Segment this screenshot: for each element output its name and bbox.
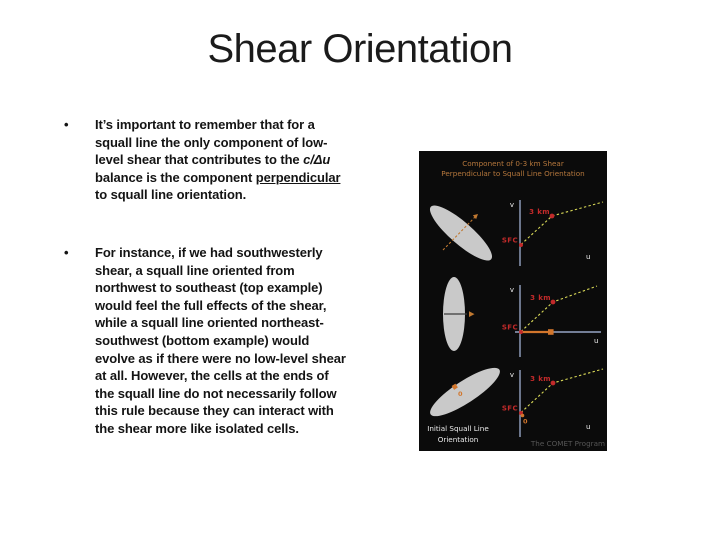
component-marker — [548, 329, 554, 335]
bullet-item-2 — [64, 244, 404, 438]
sfc-label: SFC — [501, 404, 518, 413]
slide-title: Shear Orientation — [207, 27, 513, 71]
3km-point — [551, 381, 556, 386]
text-line: squall line the only component of low- — [95, 134, 328, 150]
figure-title-line1: Component of 0-3 km Shear — [462, 159, 564, 168]
sfc-point — [519, 330, 523, 334]
math-term: c/Δu — [303, 152, 331, 168]
bullet-1-text — [95, 116, 340, 204]
text-line: the squall line do not necessarily follow — [95, 385, 337, 401]
sfc-point — [519, 243, 523, 247]
sfc-label: SFC — [501, 323, 518, 332]
3km-label: 3 km — [530, 375, 551, 383]
text-line: the shear more like isolated cells. — [95, 420, 299, 436]
zero-label-origin: 0 — [523, 417, 528, 426]
v-axis-label: v — [509, 201, 514, 209]
text-line: shear, a squall line oriented from — [95, 262, 295, 278]
bullet-item-1 — [64, 116, 404, 204]
text-line: at all. However, the cells at the ends of — [95, 368, 329, 384]
shear-orientation-figure — [419, 151, 607, 451]
text-line: It’s important to remember that for a — [95, 117, 315, 132]
3km-point — [550, 214, 555, 219]
text-line: northwest to southeast (top example) — [95, 280, 323, 296]
text-line: For instance, if we had southwesterly — [95, 244, 323, 260]
text-line: while a squall line oriented northeast- — [95, 315, 324, 331]
text-line — [95, 151, 340, 169]
3km-point — [551, 300, 556, 305]
zero-label-cell: 0 — [458, 390, 463, 398]
bullet-marker: • — [64, 117, 69, 132]
text-run: balance is the component — [95, 169, 256, 185]
text-run: level shear that contributes to the — [95, 152, 304, 168]
u-axis-label: u — [586, 423, 591, 431]
text-line: evolve as if there were no low-level shear — [95, 350, 346, 366]
text-line — [95, 169, 340, 187]
3km-label: 3 km — [529, 208, 550, 216]
v-axis-label: v — [509, 371, 514, 379]
text-line: to squall line orientation. — [95, 187, 247, 203]
figure-caption-line1: Initial Squall Line — [427, 424, 489, 433]
text-line: would feel the full effects of the shear, — [95, 297, 327, 313]
u-axis-label: u — [586, 253, 591, 261]
figure-caption-line2: Orientation — [437, 435, 479, 444]
figure-credit: The COMET Program — [530, 439, 605, 448]
shear-diagram — [419, 151, 607, 451]
bullet-marker: • — [64, 244, 69, 260]
text-line: this rule because they can interact with — [95, 403, 334, 419]
v-axis-label: v — [509, 286, 514, 294]
sfc-label: SFC — [501, 236, 518, 245]
text-line: southwest (bottom example) would — [95, 332, 310, 348]
figure-title-line2: Perpendicular to Squall Line Orientation — [441, 169, 585, 178]
u-axis-label: u — [594, 337, 599, 345]
3km-label: 3 km — [530, 294, 551, 302]
bullet-2-text — [95, 244, 346, 438]
bullet-list — [64, 116, 404, 478]
emphasized-term: perpendicular — [255, 169, 341, 185]
